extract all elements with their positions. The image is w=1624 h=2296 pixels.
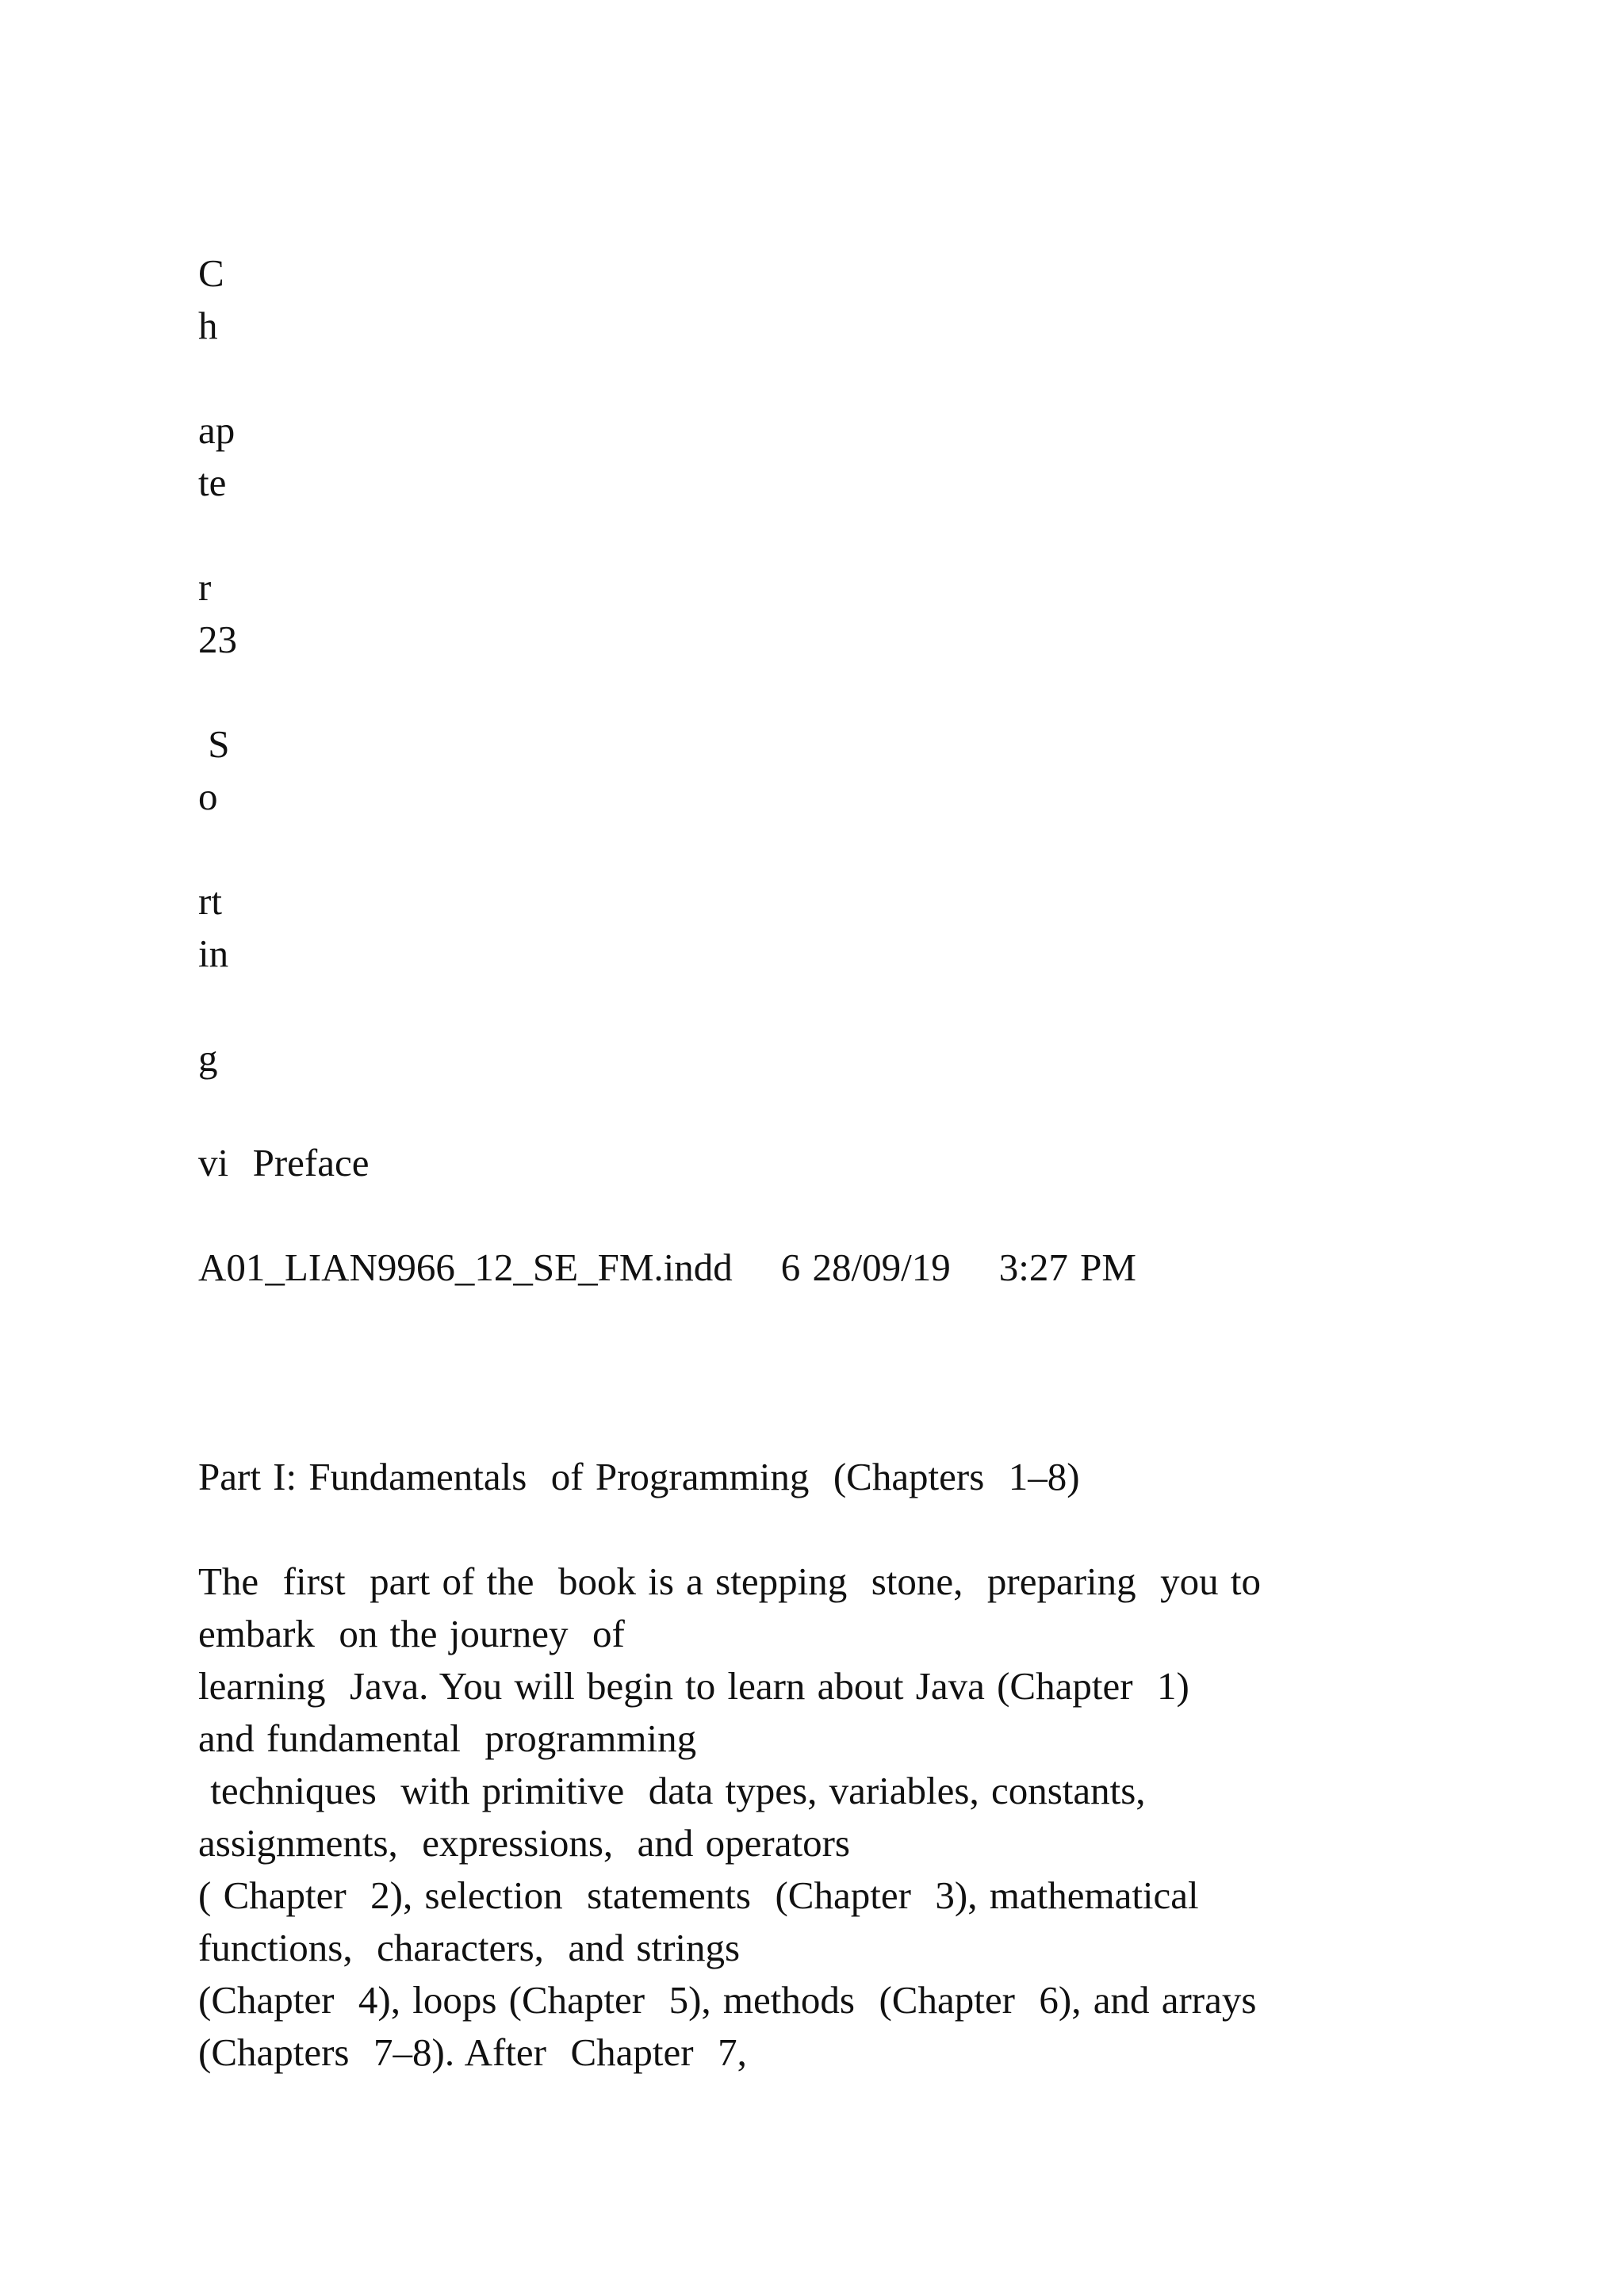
chapter-tab-fragment: in bbox=[198, 932, 229, 975]
file-info-line: A01_LIAN9966_12_SE_FM.indd 6 28/09/19 3:27 PM bbox=[198, 1246, 1136, 1289]
chapter-tab-fragment: te bbox=[198, 461, 227, 504]
chapter-tab-fragment: ap bbox=[198, 408, 236, 452]
body-line: learning Java. You will begin to learn about Java (Chapter 1) bbox=[198, 1664, 1189, 1708]
chapter-tab-fragment: g bbox=[198, 1036, 218, 1080]
body-line: The first part of the book is a stepping stone, preparing you to bbox=[198, 1559, 1261, 1603]
body-line: (Chapters 7–8). After Chapter 7, bbox=[198, 2030, 747, 2074]
body-line: functions, characters, and strings bbox=[198, 1926, 741, 1969]
chapter-tab-fragment: 23 bbox=[198, 618, 237, 661]
body-line: (Chapter 4), loops (Chapter 5), methods (Chapter 6), and arrays bbox=[198, 1978, 1257, 2022]
chapter-tab-fragment: h bbox=[198, 304, 218, 347]
chapter-tab-fragment: o bbox=[198, 775, 218, 818]
body-line: and fundamental programming bbox=[198, 1716, 697, 1760]
body-line: ( Chapter 2), selection statements (Chapter 3), mathematical bbox=[198, 1873, 1199, 1917]
chapter-tab-fragment: C bbox=[198, 251, 224, 295]
chapter-tab-fragment: rt bbox=[198, 879, 222, 923]
chapter-tab-fragment: S bbox=[198, 722, 230, 766]
chapter-tab-fragment: r bbox=[198, 565, 212, 609]
body-line: techniques with primitive data types, variables, constants, bbox=[198, 1769, 1146, 1812]
body-line: assignments, expressions, and operators bbox=[198, 1821, 850, 1865]
section-heading: Part I: Fundamentals of Programming (Chapters 1–8) bbox=[198, 1455, 1080, 1498]
body-line: embark on the journey of bbox=[198, 1612, 625, 1655]
running-head: vi Preface bbox=[198, 1141, 370, 1184]
